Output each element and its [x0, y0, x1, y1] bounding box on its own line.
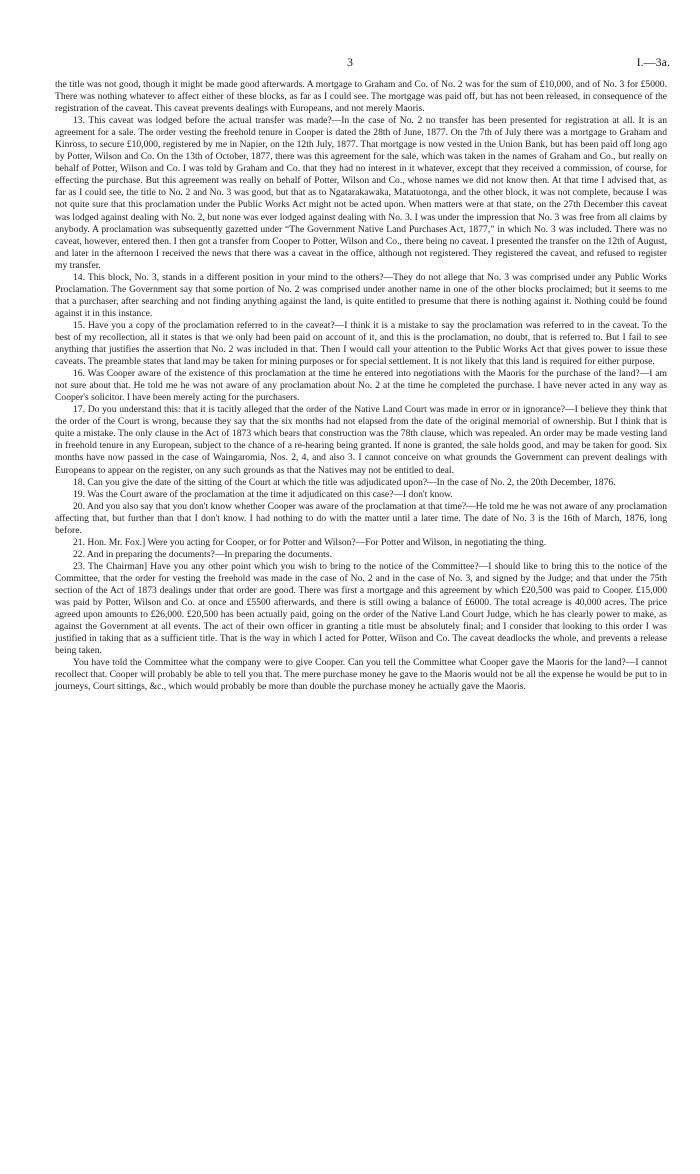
- page-header: [0, 55, 700, 69]
- document-reference: I.—3a.: [636, 55, 670, 69]
- paragraph: 18. Can you give the date of the sitting of the Court at which the title was adjudicated upon?—In the case of No. 2, the 20th December, 1876.: [73, 476, 616, 488]
- paragraph: 15. Have you a copy of the proclamation referred to in the caveat?—I think it is a mistake to say the proclamation was referred to in the caveat. To the best of my recollection, all it states is that we only had been paid on account of it, and this is the proclamation, no doubt, that is referred to. But I fail to see anything that justifies the assertion that No. 2 was included in that. Then I would call your attention to the Public Works Act that gives power to issue these caveats. The preamble states that land may be taken for mining purposes or for special settlement. It is not likely that this land is required for either purpose.: [55, 319, 667, 368]
- paragraph: the title was not good, though it might be made good afterwards. A mortgage to Graham and Co. of No. 2 was for the sum of £10,000, and of No. 3 for £5000. There was nothing whatever to affect either of these blocks, as far as I could see. The mortgage was paid off, but has not been released, in consequence of the registration of the caveat. This caveat prevents dealings with Europeans, and not merely Maoris.: [55, 79, 667, 115]
- paragraph: 13. This caveat was lodged before the actual transfer was made?—In the case of No. 2 no transfer has been presented for registration at all. It is an agreement for a sale. The order vesting the freehold tenure in Cooper is dated the 28th of June, 1877. On the 7th of July there was a mortgage to Graham and Kinross, to secure £10,000, registered by me in Napier, on the 12th July, 1877. That mortgage is now vested in the Union Bank, but has been paid off long ago by Potter, Wilson and Co. On the 13th of October, 1877, there was this agreement for the sale, which was taken in the names of Graham and Co., but really on behalf of Potter, Wilson and Co. I was told by Graham and Co. that they had no interest in it whatever, except that they received a commission, of course, for effecting the purchase. But this agreement was really on behalf of Potter, Wilson and Co., whose names we did not know then. At that time I advised that, as far as I could see, the title to No. 2 and No. 3 was good, but that as to Ngatarakawaka, Matatuotonga, and the other block, it was not complete, because I was not quite sure that this proclamation under the Public Works Act might not be acted upon. When matters were at that state, on the 27th December this caveat was lodged against dealing with No. 2, but none was ever lodged against dealing with No. 3. I was under the impression that No. 3 was free from all claims by anybody. A proclamation was subsequently gazetted under “The Government Native Land Purchases Act, 1877,” in which No. 3 was included. There was no caveat, however, entered then. I then got a transfer from Cooper to Potter, Wilson and Co., there being no caveat. I presented the transfer on the 12th of August, and later in the afternoon I received the news that there was a caveat in the office, although not registered. They registered the caveat, and refused to register my transfer.: [55, 115, 667, 271]
- paragraph: You have told the Committee what the company were to give Cooper. Can you tell the Committee what Cooper gave the Maoris for the land?—I cannot recollect that. Cooper will probably be able to tell you that. The mere purchase money he gave to the Maoris would not be all the expense he would be put to in journeys, Court sittings, &c., which would probably be more than double the purchase money he actually gave the Maoris.: [55, 657, 667, 693]
- paragraph: 23. The Chairman] Have you any other point which you wish to bring to the notice of the Committee?—I should like to bring this to the notice of the Committee, that the order for vesting the freehold was made in the case of No. 2 and in the case of No. 3, and signed by the Judge; and that under the 75th section of the Act of 1873 dealings under that order are good. There was first a mortgage and this agreement by which £20,500 was paid to Cooper. £15,000 was paid by Potter, Wilson and Co. at once and £5500 afterwards, and there is still owing a balance of £6000. The total acreage is 40,000 acres. The price agreed upon amounts to £26,000. £20,500 has been actually paid, going on the order of the Native Land Court Judge, which he has clearly power to make, as against the Government at all events. The act of their own officer in granting a title must be absolutely final; and I consider that looking to this order I was justified in taking that as a sufficient title. That is the way in which I acted for Potter, Wilson and Co. The caveat deadlocks the whole, and prevents a release being taken.: [55, 560, 667, 657]
- paragraph: 19. Was the Court aware of the proclamation at the time it adjudicated on this case?—I don't know.: [73, 488, 453, 500]
- paragraph: 16. Was Cooper aware of the existence of this proclamation at the time he entered into negotiations with the Maoris for the purchase of the land?—I am not sure about that. He told me he was not aware of any proclamation about No. 2 at the time he completed the purchase. I have never acted in any way as Cooper's solicitor. I have been merely acting for the purchasers.: [55, 368, 667, 404]
- paragraph: 14. This block, No. 3, stands in a different position in your mind to the others?—They do not allege that No. 3 was comprised under any Public Works Proclamation. The Government say that some portion of No. 2 was comprised under another name in one of the other blocks proclaimed; but it seems to me that a purchaser, after searching and not finding anything against the land, is quite entitled to presume that there is nothing against it. Nothing could be found against it in this instance.: [55, 271, 667, 319]
- page-number: 3: [347, 55, 353, 69]
- body-text: [55, 79, 667, 693]
- paragraph: 17. Do you understand this: that it is tacitly alleged that the order of the Native Land Court was made in error or in ignorance?—I believe they think that the order of the Court is wrong, because they say that the six months had not elapsed from the date of the original memorial of ownership. But I think that is quite a mistake. The only clause in the Act of 1873 which bears that construction was the 78th clause, which was repealed. An order may be made vesting land in freehold tenure in any European, subject to the chance of a re-hearing being granted. If none is granted, the sale holds good, and may be taken for good. Six months have now passed in the case of Waingaromia, Nos. 2, 4, and also 3. I cannot conceive on what grounds the Government can prevent dealings with Europeans to appear on the register, on any such grounds as that the Natives may not be entitled to deal.: [55, 404, 667, 476]
- paragraph: 22. And in preparing the documents?—In preparing the documents.: [73, 548, 332, 560]
- paragraph: 21. Hon. Mr. Fox.] Were you acting for Cooper, or for Potter and Wilson?—For Potter and Wilson, in negotiating the thing.: [73, 536, 547, 548]
- paragraph: 20. And you also say that you don't know whether Cooper was aware of the proclamation at that time?—He told me he was not aware of any proclamation affecting that, but further than that I don't know. I had nothing to do with the matter until a later time. The date of No. 3 is the 16th of March, 1876, long before.: [55, 500, 667, 536]
